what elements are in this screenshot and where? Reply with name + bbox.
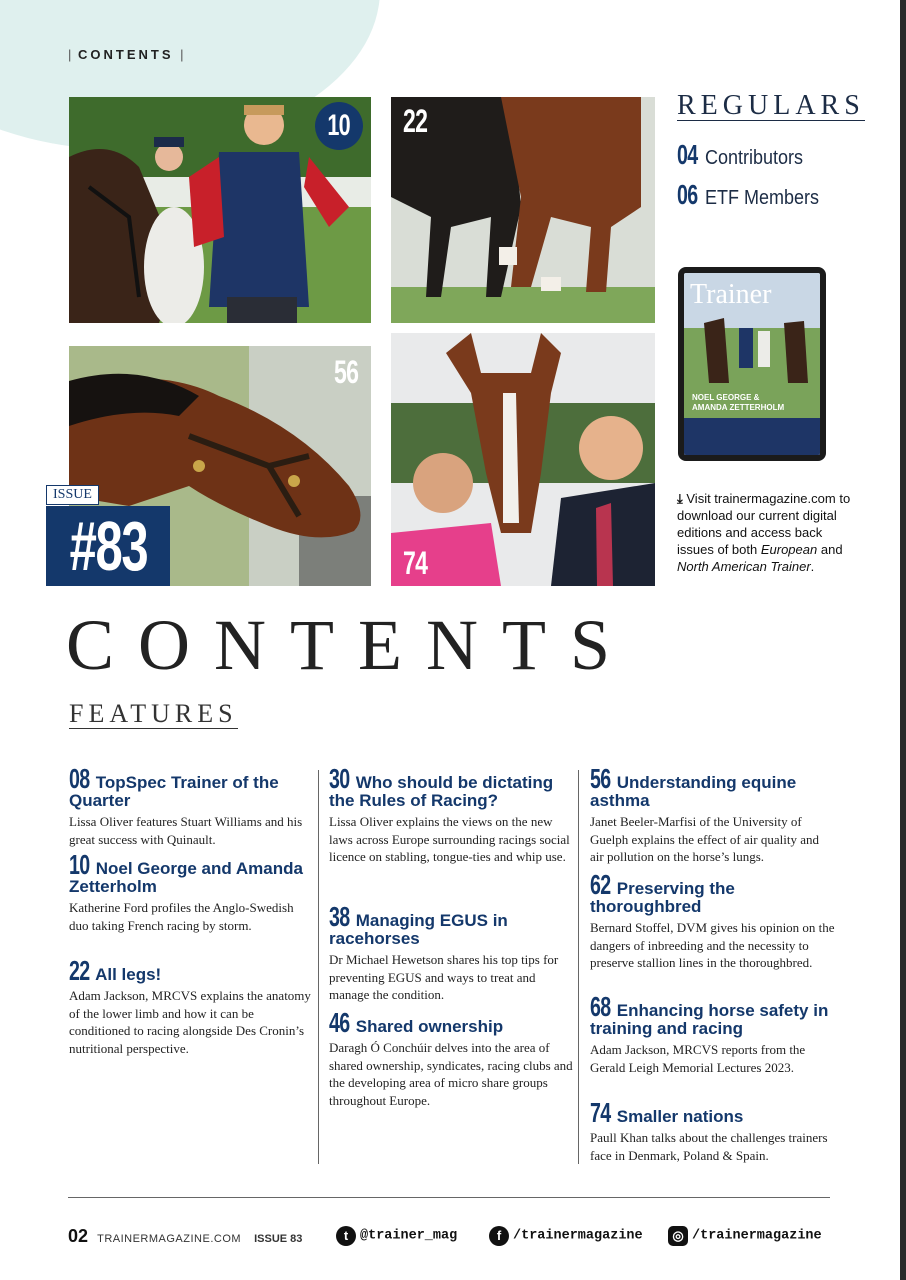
- feature-description: Lissa Oliver features Stuart Williams and his great success with Quinault.: [69, 814, 303, 847]
- footer: [68, 1226, 302, 1247]
- instagram-icon: ◎: [668, 1226, 688, 1246]
- cover-headline-1: NOEL GEORGE &: [692, 393, 760, 402]
- regular-page-number: 04: [677, 139, 698, 170]
- tablet-cover-image[interactable]: [678, 267, 826, 461]
- feature-description: Adam Jackson, MRCVS explains the anatomy of the lower limb and how it can be conditioned to racing alongside Des Cronin’s nutritional perspective.: [69, 988, 311, 1056]
- feature-page-number: 22: [69, 955, 90, 986]
- feature-page-number: 68: [590, 991, 611, 1022]
- social-instagram[interactable]: ◎ /trainermagazine: [668, 1226, 822, 1246]
- regulars-title: REGULARS: [677, 90, 865, 121]
- regular-page-number: 06: [677, 179, 698, 210]
- footer-page-number: 02: [68, 1226, 89, 1246]
- running-head-label: CONTENTS: [78, 47, 174, 62]
- feature-entry[interactable]: [329, 763, 574, 866]
- issue-number-box: [46, 506, 170, 586]
- feature-description: Bernard Stoffel, DVM gives his opinion on the dangers of inbreeding and the necessity to preserve stallion lines in the thoroughbred.: [590, 920, 835, 970]
- feature-page-number: 56: [590, 763, 611, 794]
- feature-description: Daragh Ó Conchúir delves into the area of shared ownership, syndicates, racing clubs and the developing area of micro share groups throughout Europe.: [329, 1040, 573, 1108]
- feature-title: TopSpec Trainer of the Quarter: [69, 773, 279, 810]
- running-head: | CONTENTS |: [68, 47, 184, 62]
- footer-issue: ISSUE 83: [254, 1233, 303, 1245]
- issue-label: ISSUE: [46, 485, 99, 505]
- footer-site[interactable]: TRAINERMAGAZINE.COM: [97, 1233, 242, 1245]
- twitter-icon: t: [336, 1226, 356, 1246]
- column-divider: [318, 770, 319, 1164]
- feature-entry[interactable]: [590, 1097, 835, 1164]
- feature-page-number: 74: [590, 1097, 611, 1128]
- page-number-56: 56: [334, 354, 359, 390]
- feature-page-number: 08: [69, 763, 90, 794]
- feature-page-number: 46: [329, 1007, 350, 1038]
- feature-title: Smaller nations: [616, 1107, 744, 1126]
- feature-description: Paull Khan talks about the challenges trainers face in Denmark, Poland & Spain.: [590, 1130, 828, 1163]
- download-icon: ⤓: [677, 491, 683, 506]
- feature-page-number: 30: [329, 763, 350, 794]
- feature-title: Enhancing horse safety in training and racing: [590, 1001, 829, 1038]
- facebook-icon: f: [489, 1226, 509, 1246]
- page-title: CONTENTS: [66, 605, 634, 685]
- feature-entry[interactable]: [590, 869, 835, 972]
- feature-entry[interactable]: [69, 763, 314, 848]
- regular-item[interactable]: [677, 139, 814, 171]
- regular-title: ETF Members: [704, 187, 819, 209]
- cover-masthead: Trainer: [690, 279, 772, 310]
- social-twitter[interactable]: t @trainer_mag: [336, 1226, 457, 1246]
- feature-page-number: 62: [590, 869, 611, 900]
- feature-title: Who should be dictating the Rules of Racing?: [329, 773, 554, 810]
- feature-entry[interactable]: [590, 991, 835, 1076]
- footer-rule: [68, 1197, 830, 1198]
- feature-entry[interactable]: [329, 901, 574, 1004]
- regular-item[interactable]: [677, 179, 831, 211]
- feature-title: Preserving the thoroughbred: [590, 879, 735, 916]
- feature-title: Shared ownership: [355, 1017, 504, 1036]
- issue-number: #83: [69, 507, 147, 585]
- feature-page-number: 38: [329, 901, 350, 932]
- page-edge-rule: [900, 0, 906, 1280]
- feature-title: Noel George and Amanda Zetterholm: [69, 859, 303, 896]
- page-badge-10: 10: [315, 102, 363, 150]
- regular-title: Contributors: [704, 147, 803, 169]
- visit-note: ⤓ Visit trainermagazine.com to download our current digital editions and access back issues of both European and North American Trainer.: [677, 491, 851, 574]
- features-title: FEATURES: [69, 699, 238, 728]
- visit-link[interactable]: Visit trainermagazine.com: [686, 491, 836, 506]
- feature-entry[interactable]: [329, 1007, 574, 1109]
- feature-description: Janet Beeler-Marfisi of the University of Guelph explains the effect of air quality and air pollution on the horse’s lungs.: [590, 814, 819, 864]
- feature-description: Katherine Ford profiles the Anglo-Swedish duo taking French racing by storm.: [69, 900, 294, 933]
- feature-entry[interactable]: [69, 849, 314, 934]
- feature-page-number: 10: [69, 849, 90, 880]
- social-facebook[interactable]: f /trainermagazine: [489, 1226, 643, 1246]
- column-divider: [578, 770, 579, 1164]
- page-number-74: 74: [403, 545, 428, 581]
- feature-entry[interactable]: [69, 955, 314, 1057]
- photo-horse-legs: [391, 97, 655, 323]
- cover-headline-2: AMANDA ZETTERHOLM: [692, 403, 785, 412]
- feature-title: Understanding equine asthma: [590, 773, 797, 810]
- feature-description: Adam Jackson, MRCVS reports from the Gerald Leigh Memorial Lectures 2023.: [590, 1042, 806, 1075]
- feature-description: Dr Michael Hewetson shares his top tips for preventing EGUS and ways to treat and manage the condition.: [329, 952, 559, 1002]
- feature-title: Managing EGUS in racehorses: [329, 911, 508, 948]
- page-number-22: 22: [403, 103, 428, 139]
- photo-jockey-kiss: [391, 333, 655, 586]
- feature-entry[interactable]: [590, 763, 835, 866]
- feature-title: All legs!: [95, 965, 162, 984]
- feature-description: Lissa Oliver explains the views on the new laws across Europe surrounding racings social licence on stabling, tongue-ties and whip use.: [329, 814, 570, 864]
